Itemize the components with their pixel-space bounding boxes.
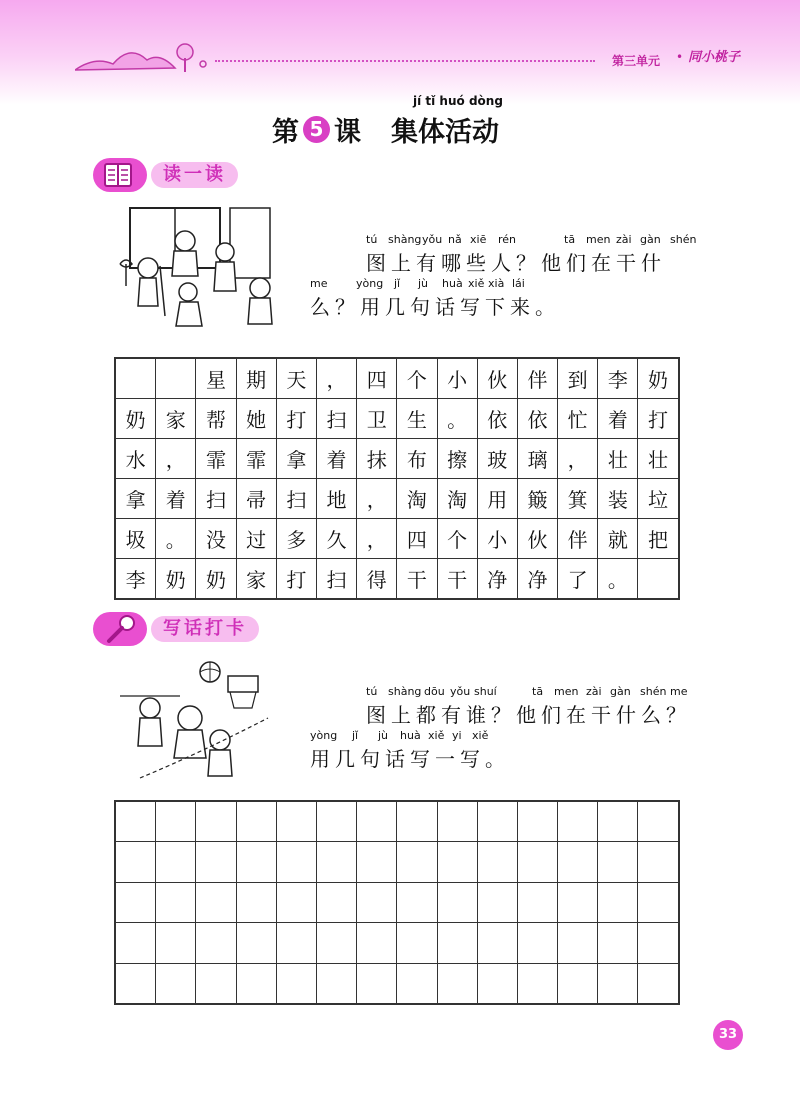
grid-cell: 奶 [156,559,196,600]
grid-cell: 伴 [558,519,598,559]
grid-cell: 霏 [196,439,236,479]
grid-cell: ， [357,519,397,559]
writing-cell[interactable] [115,963,156,1004]
pinyin: men [554,685,579,698]
grid-cell: 久 [316,519,356,559]
grid-cell: 卫 [357,399,397,439]
pinyin: gàn [610,685,631,698]
grid-row [115,923,679,963]
writing-cell[interactable] [437,842,477,882]
writing-cell[interactable] [276,882,316,922]
writing-cell[interactable] [236,882,276,922]
pinyin: jù [418,277,429,290]
pinyin: zài [586,685,602,698]
writing-cell[interactable] [236,842,276,882]
section-write-title: 写话打卡 [151,616,259,642]
writing-cell[interactable] [115,923,156,963]
write-prompt [310,685,710,773]
writing-cell[interactable] [196,842,236,882]
writing-cell[interactable] [397,842,437,882]
grid-cell: 布 [397,439,437,479]
grid-row [115,963,679,1004]
grid-cell: 拿 [115,479,156,519]
writing-cell[interactable] [236,923,276,963]
grid-cell: 帚 [236,479,276,519]
prompt-text: 图上都有谁？他们在干什么？ [366,703,691,727]
grid-cell: ， [316,358,356,399]
grid-cell: 壮 [598,439,638,479]
writing-cell[interactable] [517,801,557,842]
pinyin: jǐ [352,729,359,742]
grid-cell: 得 [357,559,397,600]
writing-cell[interactable] [558,882,598,922]
writing-cell[interactable] [437,923,477,963]
writing-cell[interactable] [156,882,196,922]
writing-cell[interactable] [316,801,356,842]
grid-cell: 垃 [638,479,679,519]
writing-cell[interactable] [196,963,236,1004]
writing-cell[interactable] [357,923,397,963]
grid-cell: 玻 [477,439,517,479]
pinyin: shàng [388,233,422,246]
pinyin: men [586,233,611,246]
microphone-icon [93,612,147,646]
pinyin: dōu [424,685,445,698]
grid-cell: 。 [156,519,196,559]
grid-cell: 装 [598,479,638,519]
book-icon [93,158,147,192]
writing-cell[interactable] [316,963,356,1004]
mountain-tree-icon [75,38,215,78]
grid-row [115,479,679,519]
writing-cell[interactable] [477,923,517,963]
grid-cell [638,559,679,600]
title-pinyin: jí tǐ huó dòng [413,94,503,108]
pinyin: jù [378,729,389,742]
writing-cell[interactable] [276,963,316,1004]
grid-row [115,559,679,600]
pinyin: huà [400,729,421,742]
writing-cell[interactable] [638,882,679,922]
grid-cell: ， [357,479,397,519]
pinyin: shuí [474,685,497,698]
writing-cell[interactable] [115,842,156,882]
writing-cell[interactable] [316,842,356,882]
writing-cell[interactable] [115,882,156,922]
writing-cell[interactable] [276,842,316,882]
writing-cell[interactable] [196,923,236,963]
writing-cell[interactable] [558,963,598,1004]
grid-cell: 就 [598,519,638,559]
grid-cell: 擦 [437,439,477,479]
grid-cell: 家 [156,399,196,439]
writing-cell[interactable] [316,882,356,922]
grid-cell: 奶 [638,358,679,399]
prompt-text: 么？用几句话写下来。 [310,295,560,319]
pinyin: shén [640,685,667,698]
writing-cell[interactable] [477,963,517,1004]
grid-cell: 水 [115,439,156,479]
writing-cell[interactable] [156,801,196,842]
grid-row [115,358,679,399]
grid-cell: 个 [397,358,437,399]
grid-cell: 打 [276,399,316,439]
grid-cell: 奶 [115,399,156,439]
grid-cell [156,358,196,399]
grid-row [115,801,679,842]
grid-cell: 干 [437,559,477,600]
pinyin: lái [512,277,525,290]
answer-grid [114,357,680,600]
writing-cell[interactable] [517,923,557,963]
lesson-name: 集体活动 [391,117,499,148]
pinyin: nǎ [448,233,462,246]
pinyin: tā [564,233,576,246]
section-read-title: 读一读 [151,162,238,188]
grid-cell: 忙 [558,399,598,439]
grid-cell: 依 [477,399,517,439]
pinyin: xiě [428,729,445,742]
pinyin: yǒu [422,233,443,246]
pinyin-line [310,729,710,745]
prompt-text: 图上有哪些人？他们在干什 [366,251,666,275]
grid-cell: 小 [437,358,477,399]
writing-cell[interactable] [598,842,638,882]
pinyin: xiē [470,233,487,246]
grid-cell: 着 [316,439,356,479]
grid-cell: 。 [598,559,638,600]
pinyin: xià [488,277,505,290]
grid-cell: 李 [598,358,638,399]
grid-cell: 奶 [196,559,236,600]
grid-cell: 生 [397,399,437,439]
grid-cell: 多 [276,519,316,559]
writing-cell[interactable] [357,882,397,922]
grid-row [115,519,679,559]
writing-cell[interactable] [598,882,638,922]
writing-cell[interactable] [276,923,316,963]
grid-cell: 用 [477,479,517,519]
writing-cell[interactable] [638,963,679,1004]
grid-cell: 打 [638,399,679,439]
grid-cell: 到 [558,358,598,399]
grid-cell: 淘 [437,479,477,519]
grid-cell: 扫 [316,399,356,439]
grid-cell: 霏 [236,439,276,479]
brand-logo: 同小桃子 [688,50,741,65]
grid-cell: 依 [517,399,557,439]
writing-cell[interactable] [477,842,517,882]
grid-cell: 星 [196,358,236,399]
grid-cell: 李 [115,559,156,600]
grid-row [115,882,679,922]
writing-cell[interactable] [517,963,557,1004]
grid-cell: 了 [558,559,598,600]
pinyin: shén [670,233,697,246]
grid-cell: 净 [477,559,517,600]
grid-cell: 。 [437,399,477,439]
grid-cell: 天 [276,358,316,399]
pinyin: yǒu [450,685,471,698]
writing-cell[interactable] [156,842,196,882]
grid-cell: 小 [477,519,517,559]
pinyin: tā [532,685,544,698]
writing-cell[interactable] [437,801,477,842]
lesson-number-badge: 5 [303,116,330,143]
pinyin-line [310,685,710,701]
writing-cell[interactable] [397,801,437,842]
grid-cell: 过 [236,519,276,559]
writing-cell[interactable] [397,882,437,922]
writing-cell[interactable] [558,842,598,882]
writing-cell[interactable] [156,923,196,963]
pinyin: rén [498,233,517,246]
writing-cell[interactable] [196,801,236,842]
pinyin: yòng [310,729,338,742]
pinyin: tú [366,233,378,246]
grid-cell: 伙 [477,358,517,399]
writing-cell[interactable] [397,963,437,1004]
basketball-illustration [120,658,270,788]
page-title [272,94,532,150]
writing-cell[interactable] [236,963,276,1004]
header-dotted-line [215,60,595,62]
grid-cell: 扫 [276,479,316,519]
grid-cell: 圾 [115,519,156,559]
cleaning-illustration [110,206,280,331]
pinyin: tú [366,685,378,698]
pinyin: zài [616,233,632,246]
writing-cell[interactable] [638,801,679,842]
grid-cell: 帮 [196,399,236,439]
grid-cell: 淘 [397,479,437,519]
writing-cell[interactable] [316,923,356,963]
writing-cell[interactable] [638,842,679,882]
grid-cell [115,358,156,399]
pinyin-line [310,233,710,249]
writing-cell[interactable] [598,963,638,1004]
grid-cell: 打 [276,559,316,600]
grid-cell: 扫 [196,479,236,519]
pinyin: gàn [640,233,661,246]
grid-cell: 拿 [276,439,316,479]
grid-cell: 抹 [357,439,397,479]
pinyin: yòng [356,277,384,290]
grid-row [115,439,679,479]
pinyin: shàng [388,685,422,698]
grid-cell: 箕 [558,479,598,519]
grid-row [115,842,679,882]
grid-cell: 没 [196,519,236,559]
pinyin: xiě [472,729,489,742]
writing-cell[interactable] [558,801,598,842]
grid-cell: 伙 [517,519,557,559]
writing-cell[interactable] [276,801,316,842]
pinyin: xiě [468,277,485,290]
writing-cell[interactable] [397,923,437,963]
prompt-text: 用几句话写一写。 [310,747,510,771]
writing-cell[interactable] [115,801,156,842]
grid-cell: 四 [357,358,397,399]
grid-cell: 簸 [517,479,557,519]
grid-cell: 净 [517,559,557,600]
writing-cell[interactable] [357,963,397,1004]
writing-cell[interactable] [517,882,557,922]
header-separator: • [676,50,684,64]
grid-cell: 伴 [517,358,557,399]
writing-cell[interactable] [638,923,679,963]
grid-cell: ， [156,439,196,479]
grid-cell: 扫 [316,559,356,600]
title-suffix: 课 [334,117,361,148]
pinyin-line [310,277,710,293]
grid-cell: 壮 [638,439,679,479]
writing-cell[interactable] [357,842,397,882]
writing-cell[interactable] [156,963,196,1004]
writing-grid[interactable] [114,800,680,1005]
unit-label: 第三单元 [612,54,661,68]
writing-cell[interactable] [357,801,397,842]
grid-cell: 璃 [517,439,557,479]
writing-cell[interactable] [196,882,236,922]
pinyin: jǐ [394,277,401,290]
grid-cell: 把 [638,519,679,559]
writing-cell[interactable] [236,801,276,842]
grid-cell: 地 [316,479,356,519]
pinyin: me [310,277,328,290]
grid-cell: 四 [397,519,437,559]
page-number: 33 [713,1020,743,1050]
pinyin: huà [442,277,463,290]
pinyin: me [670,685,688,698]
writing-cell[interactable] [517,842,557,882]
grid-row [115,399,679,439]
read-prompt [310,233,710,321]
writing-cell[interactable] [598,923,638,963]
title-prefix: 第 [272,117,299,148]
writing-cell[interactable] [477,801,517,842]
grid-cell: 干 [397,559,437,600]
grid-cell: 着 [156,479,196,519]
grid-cell: 期 [236,358,276,399]
pinyin: yi [452,729,462,742]
writing-cell[interactable] [477,882,517,922]
grid-cell: 个 [437,519,477,559]
grid-cell: ， [558,439,598,479]
writing-cell[interactable] [598,801,638,842]
grid-cell: 家 [236,559,276,600]
grid-cell: 着 [598,399,638,439]
writing-cell[interactable] [437,882,477,922]
grid-cell: 她 [236,399,276,439]
writing-cell[interactable] [558,923,598,963]
writing-cell[interactable] [437,963,477,1004]
